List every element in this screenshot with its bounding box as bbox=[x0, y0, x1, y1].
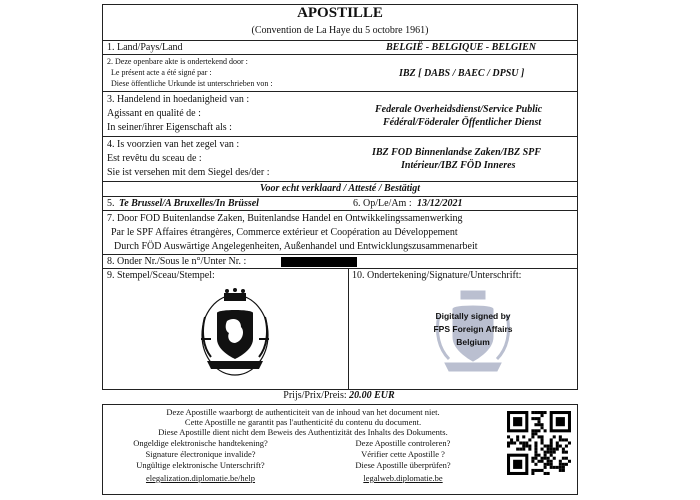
apostille-footer bbox=[102, 404, 578, 495]
help-link[interactable]: elegalization.diplomatie.be/help bbox=[145, 473, 256, 483]
price-currency: EUR bbox=[374, 390, 395, 401]
verify-link[interactable]: legalweb.diplomatie.be bbox=[363, 473, 443, 483]
signature-line-1: Digitally signed by bbox=[435, 311, 511, 321]
field-2-row bbox=[103, 55, 577, 92]
field-2-value: IBZ [ DABS / BAEC / DPSU ] bbox=[399, 68, 525, 79]
document-subtitle: (Convention de La Haye du 5 octobre 1961) bbox=[251, 25, 429, 36]
field-5-label: 5. bbox=[107, 198, 115, 209]
signature-line-3: Belgium bbox=[456, 337, 490, 347]
price-label: Prijs/Prix/Preis: bbox=[283, 390, 347, 401]
field-7-line-de: Durch FÖD Auswärtige Angelegenheiten, Außenhandel und Entwicklungszusammenarbeit bbox=[114, 241, 478, 252]
field-3-value-line-1: Federale Overheidsdienst/Service Public bbox=[375, 104, 543, 115]
field-4-value-line-1: IBZ FOD Binnenlandse Zaken/IBZ SPF bbox=[372, 147, 541, 158]
field-4-label-de: Sie ist versehen mit dem Siegel des/der : bbox=[107, 167, 270, 178]
certified-row bbox=[103, 182, 577, 197]
field-3-value-line-2: Fédéral/Föderaler Öffentlicher Dienst bbox=[383, 117, 542, 128]
field-7-row bbox=[103, 211, 577, 255]
footer-verify-de: Diese Apostille überprüfen? bbox=[355, 460, 451, 470]
field-2-label-fr: Le présent acte a été signé par : bbox=[111, 68, 212, 77]
signature-line-2: FPS Foreign Affairs bbox=[433, 324, 513, 334]
footer-verify-nl: Deze Apostille controleren? bbox=[355, 438, 451, 448]
price-line bbox=[102, 390, 576, 402]
footer-line-fr: Cette Apostille ne garantit pas l'authenticité du contenu du document. bbox=[184, 417, 422, 427]
field-1-label: 1. Land/Pays/Land bbox=[107, 42, 183, 53]
field-5-6-row bbox=[103, 197, 577, 211]
field-5-value: Te Brussel/A Bruxelles/In Brüssel bbox=[119, 198, 259, 209]
footer-line-nl: Deze Apostille waarborgt de authenticiteit van de inhoud van het document niet. bbox=[166, 407, 440, 417]
document-title: APOSTILLE bbox=[297, 5, 383, 21]
column-divider bbox=[348, 269, 349, 389]
redacted-number bbox=[281, 257, 357, 267]
belgian-coat-of-arms-icon bbox=[199, 287, 271, 377]
footer-invalid-nl: Ongeldige elektronische handtekening? bbox=[133, 438, 268, 448]
field-3-label-de: In seiner/ihrer Eigenschaft als : bbox=[107, 122, 232, 133]
price-value: 20.00 bbox=[349, 390, 372, 401]
field-3-label-fr: Agissant en qualité de : bbox=[107, 108, 201, 119]
field-6-value: 13/12/2021 bbox=[417, 198, 463, 209]
field-9-10-row bbox=[103, 269, 577, 389]
field-4-label-nl: 4. Is voorzien van het zegel van : bbox=[107, 139, 240, 150]
qr-code-icon[interactable] bbox=[507, 411, 571, 475]
footer-invalid-de: Ungültige elektronische Unterschrift? bbox=[136, 460, 265, 470]
field-7-line-nl: 7. Door FOD Buitenlandse Zaken, Buitenlandse Handel en Ontwikkelingssamenwerking bbox=[107, 213, 463, 224]
field-9-label: 9. Stempel/Sceau/Stempel: bbox=[107, 270, 215, 281]
field-3-label-nl: 3. Handelend in hoedanigheid van : bbox=[107, 94, 250, 105]
certified-text: Voor echt verklaard / Attesté / Bestätigt bbox=[259, 183, 421, 194]
field-7-line-fr: Par le SPF Affaires étrangères, Commerce extérieur et Coopération au Développement bbox=[111, 227, 458, 238]
field-1-value: BELGIË - BELGIQUE - BELGIEN bbox=[386, 42, 537, 53]
field-1-row bbox=[103, 41, 577, 55]
field-8-label: 8. Onder Nr./Sous le n°/Unter Nr. : bbox=[107, 256, 247, 267]
field-4-value-line-2: Intérieur/IBZ FÖD Inneres bbox=[401, 160, 516, 171]
footer-verify-fr: Vérifier cette Apostille ? bbox=[361, 449, 445, 459]
apostille-frame bbox=[102, 4, 578, 390]
apostille-header bbox=[103, 5, 577, 41]
footer-invalid-fr: Signature électronique invalide? bbox=[145, 449, 256, 459]
field-8-row bbox=[103, 255, 577, 269]
footer-line-de: Diese Apostille dient nicht dem Beweis des Authentizität des Inhalts des Dokuments. bbox=[158, 427, 448, 437]
field-3-row bbox=[103, 92, 577, 137]
field-4-row bbox=[103, 137, 577, 182]
field-10-label: 10. Ondertekening/Signature/Unterschrift: bbox=[352, 270, 522, 281]
field-6-label: 6. Op/Le/Am : bbox=[353, 198, 412, 209]
apostille-document bbox=[102, 4, 578, 493]
field-4-label-fr: Est revêtu du sceau de : bbox=[107, 153, 202, 164]
field-2-label-de: Diese öffentliche Urkunde ist unterschrieben von : bbox=[111, 79, 273, 88]
field-2-label-nl: 2. Deze openbare akte is ondertekend door : bbox=[107, 57, 248, 66]
